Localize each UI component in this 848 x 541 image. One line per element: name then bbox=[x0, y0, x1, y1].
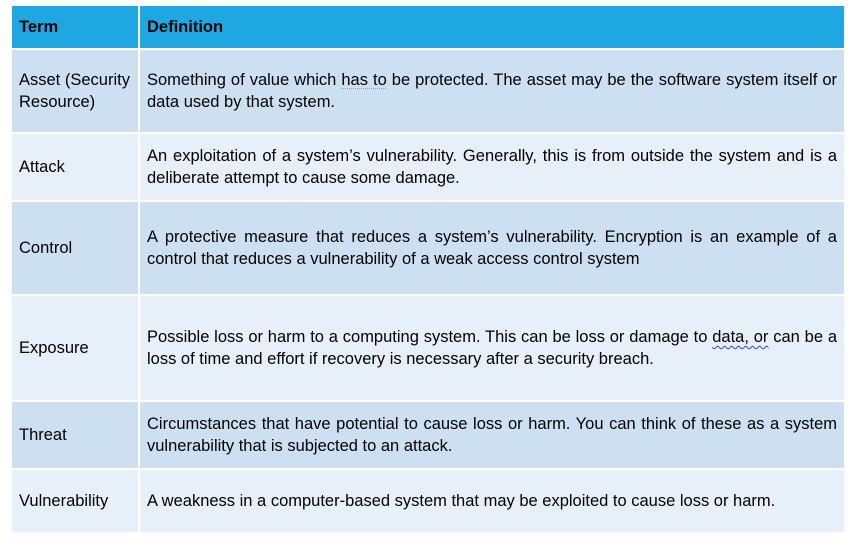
grammar-flagged-text: data, or bbox=[712, 328, 769, 346]
term-cell: Exposure bbox=[11, 295, 139, 401]
definition-cell bbox=[139, 469, 845, 533]
definition-cell bbox=[139, 133, 845, 201]
table-row-vulnerability bbox=[11, 469, 845, 533]
term-cell: Threat bbox=[11, 401, 139, 469]
term-cell: Asset (Security Resource) bbox=[11, 49, 139, 133]
definition-cell bbox=[139, 401, 845, 469]
definition-cell bbox=[139, 201, 845, 295]
definition-column-header: Definition bbox=[139, 5, 845, 49]
definition-text: Possible loss or harm to a computing system. This can be loss or damage to bbox=[147, 328, 713, 346]
definition-text: can be a loss of time and effort if recovery is necessary after a security breach. bbox=[147, 328, 837, 368]
table-row-threat bbox=[11, 401, 845, 469]
definition-text: Circumstances that have potential to cause loss or harm. You can think of these as a system vulnerability that is subjected to an attack. bbox=[147, 415, 837, 455]
table-row-attack bbox=[11, 133, 845, 201]
term-cell: Attack bbox=[11, 133, 139, 201]
definition-text: A protective measure that reduces a system’s vulnerability. Encryption is an example of a control that reduces a vulnerability of a weak access control system bbox=[147, 228, 837, 268]
glossary-table bbox=[10, 4, 846, 534]
term-cell: Control bbox=[11, 201, 139, 295]
table-row-control bbox=[11, 201, 845, 295]
definition-text: Something of value which bbox=[147, 71, 342, 89]
table-row-asset bbox=[11, 49, 845, 133]
table-row-exposure bbox=[11, 295, 845, 401]
definition-text: A weakness in a computer-based system that may be exploited to cause loss or harm. bbox=[147, 492, 776, 510]
term-cell: Vulnerability bbox=[11, 469, 139, 533]
grammar-flagged-text: has to bbox=[341, 71, 387, 89]
header-row bbox=[11, 5, 845, 49]
definition-text: be protected. The asset may be the software system itself or data used by that system. bbox=[147, 71, 837, 111]
definition-text: An exploitation of a system’s vulnerability. Generally, this is from outside the system and is a deliberate attempt to cause some damage. bbox=[147, 147, 837, 187]
definition-cell bbox=[139, 49, 845, 133]
definition-cell bbox=[139, 295, 845, 401]
term-column-header: Term bbox=[11, 5, 139, 49]
